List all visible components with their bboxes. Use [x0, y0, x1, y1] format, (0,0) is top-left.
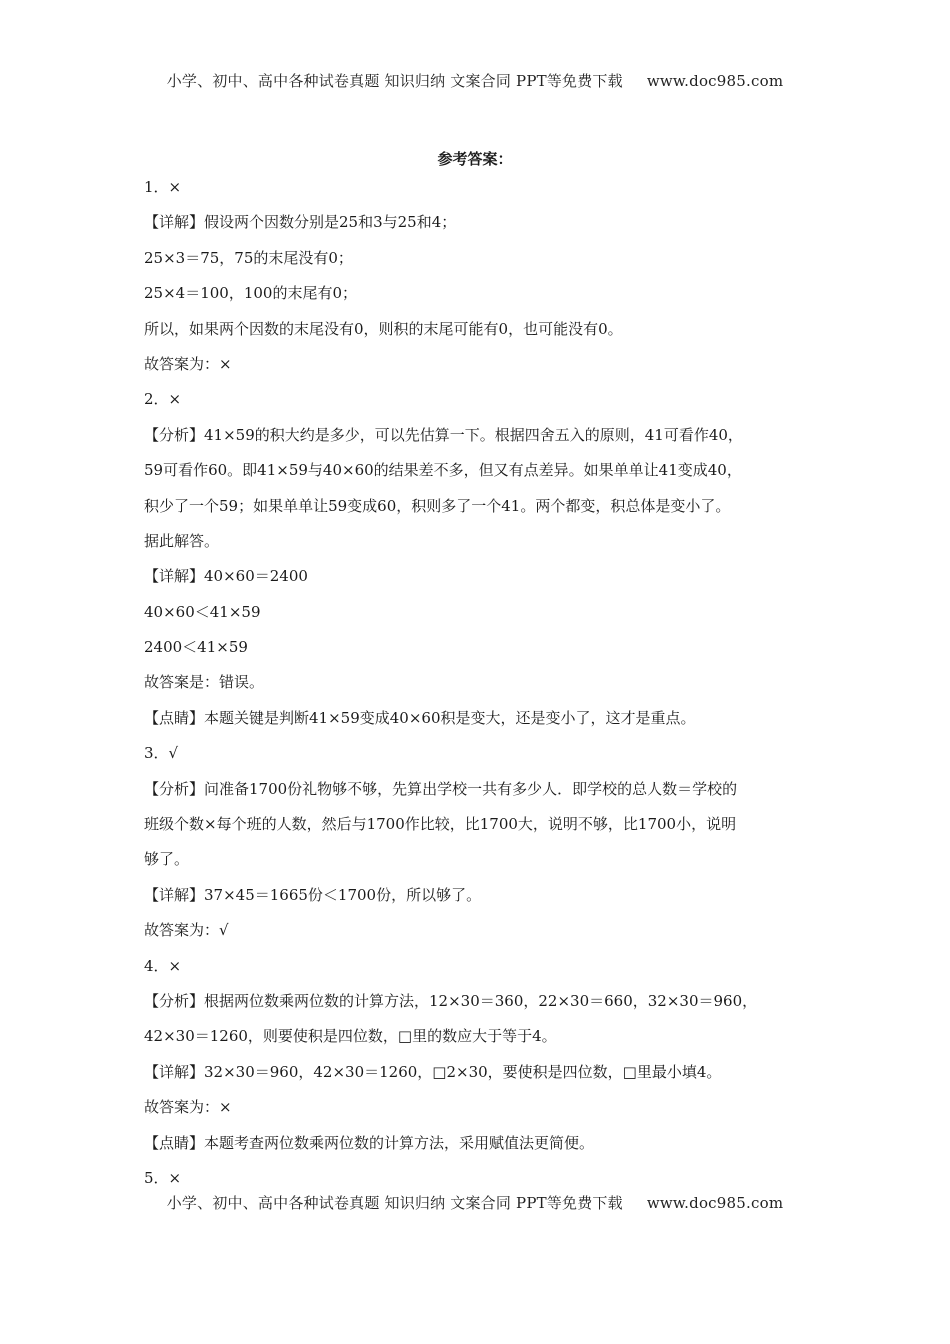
answer-line: 1．×: [144, 178, 182, 196]
footer-text: 小学、初中、高中各种试卷真题 知识归纳 文案合同 PPT等免费下载: [166, 1194, 623, 1212]
answer-line: 故答案为：√: [144, 921, 229, 940]
answer-line: 25×3＝75，75的末尾没有0；: [144, 248, 353, 267]
answer-line: 【分析】根据两位数乘两位数的计算方法，12×30＝360，22×30＝660，32×30＝960，: [144, 991, 758, 1010]
answer-line: 所以，如果两个因数的末尾没有0，则积的末尾可能有0，也可能没有0。: [144, 319, 623, 338]
answer-content: [144, 170, 814, 1196]
answer-line: 【详解】假设两个因数分别是25和3与25和4；: [144, 213, 457, 232]
answer-line: 班级个数×每个班的人数，然后与1700作比较，比1700大，说明不够，比1700小，说明: [144, 815, 737, 834]
answer-line: 积少了一个59；如果单单让59变成60，积则多了一个41。两个都变，积总体是变小了。: [144, 496, 731, 515]
answer-line: 3．√: [144, 744, 179, 763]
header-site-link[interactable]: www.doc985.com: [646, 72, 784, 90]
header-text: 小学、初中、高中各种试卷真题 知识归纳 文案合同 PPT等免费下载: [166, 72, 623, 90]
answer-line: 故答案为：×: [144, 1098, 232, 1117]
answer-line: 够了。: [144, 850, 190, 869]
page-title: 参考答案：: [437, 150, 513, 168]
page-footer: [0, 1192, 950, 1213]
answer-line: 2．×: [144, 390, 182, 409]
answer-line: 4．×: [144, 956, 182, 975]
answer-line: 故答案是：错误。: [144, 673, 265, 692]
answer-line: 25×4＝100，100的末尾有0；: [144, 284, 358, 303]
answer-line: 【详解】32×30＝960，42×30＝1260，□2×30，要使积是四位数，□里最小填4。: [144, 1062, 722, 1081]
answer-line: 【点睛】本题关键是判断41×59变成40×60积是变大，还是变小了，这才是重点。: [144, 708, 696, 727]
page-header: [0, 70, 950, 91]
answer-line: 【详解】37×45＝1665份＜1700份，所以够了。: [144, 885, 482, 904]
answer-line: 【详解】40×60＝2400: [144, 567, 308, 586]
answer-line: 59可看作60。即41×59与40×60的结果差不多，但又有点差异。如果单单让41变成40，: [144, 461, 742, 480]
answer-line: 40×60＜41×59: [144, 602, 261, 621]
answer-line: 据此解答。: [144, 531, 220, 550]
answer-line: 2400＜41×59: [144, 638, 248, 657]
answer-line: 42×30＝1260，则要使积是四位数，□里的数应大于等于4。: [144, 1027, 557, 1046]
footer-site-link[interactable]: www.doc985.com: [646, 1194, 784, 1212]
answer-line: 5．×: [144, 1168, 182, 1187]
answer-line: 【分析】问准备1700份礼物够不够，先算出学校一共有多少人．即学校的总人数＝学校的: [144, 779, 738, 798]
answer-line: 【分析】41×59的积大约是多少，可以先估算一下。根据四舍五入的原则，41可看作40，: [144, 425, 743, 444]
answer-line: 【点睛】本题考查两位数乘两位数的计算方法，采用赋值法更简便。: [144, 1133, 595, 1152]
answer-line: 故答案为：×: [144, 354, 232, 373]
